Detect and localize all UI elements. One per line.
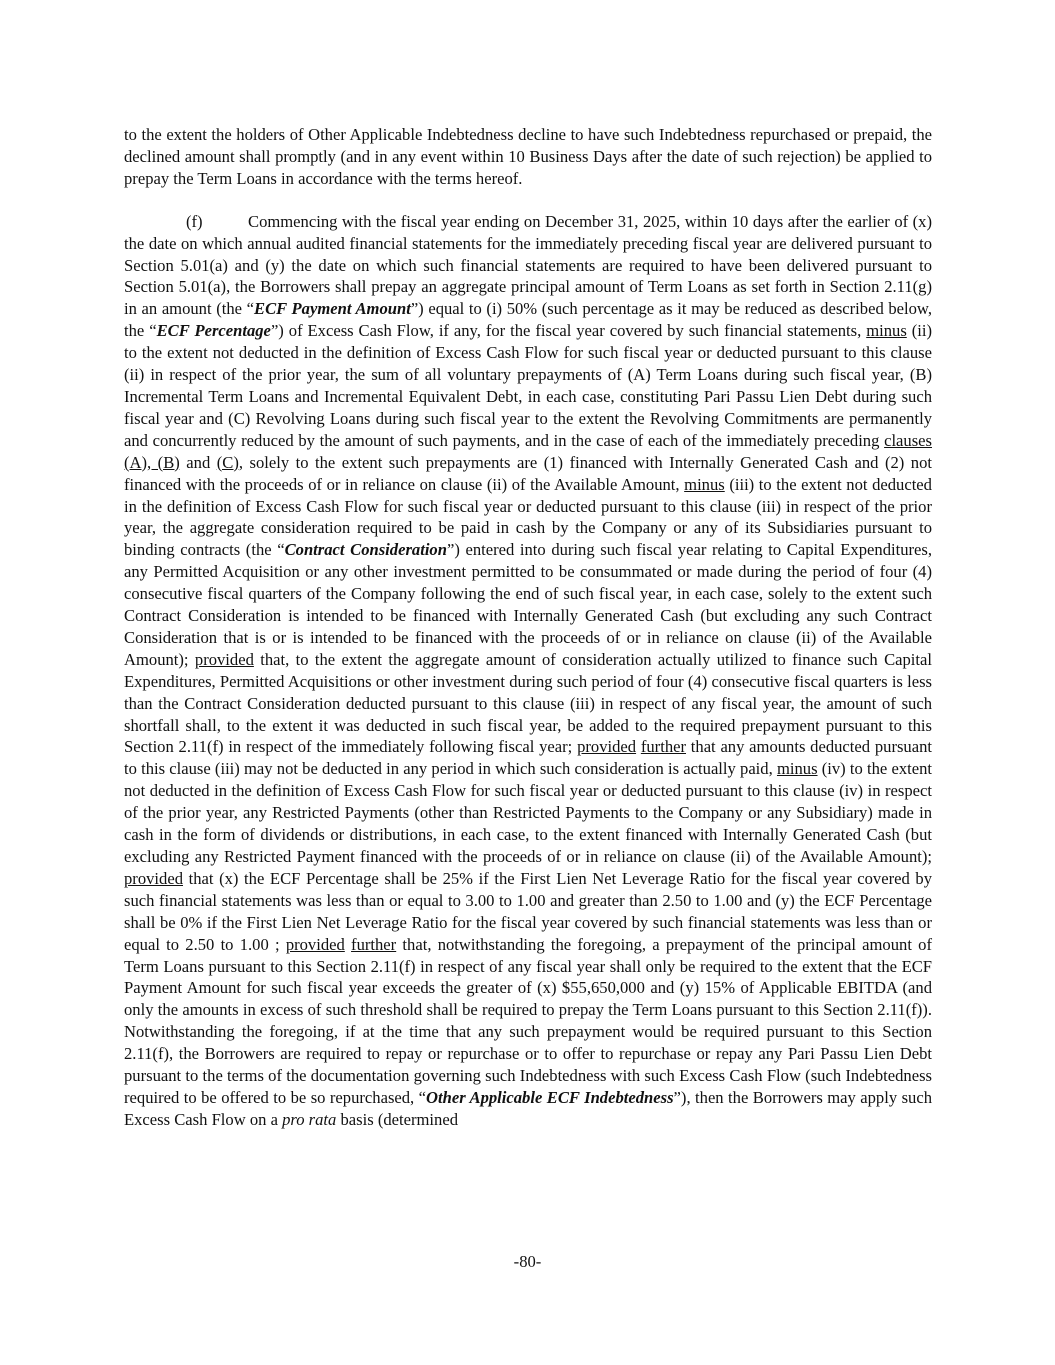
- text-run: (ii) to the extent not deducted in the definition of Excess Cash Flow for such fiscal year or deducted pursuant to this clause (ii) in respect of the prior year, the sum of all voluntary prepayments of (A) Term Loans during such fiscal year, (B) Incremental Term Loans and Incremental Equivalent Debt, in each case, constituting Pari Passu Lien Debt during such fiscal year and (C) Revolving Loans during such fiscal year to the extent the Revolving Commitments are permanently and concurrently reduced by the amount of such payments, and in the case of each of the immediately preceding: [124, 321, 932, 450]
- text-run: basis (determined: [336, 1109, 458, 1129]
- underlined-term: further: [640, 737, 687, 757]
- defined-term: ECF Payment Amount: [254, 299, 411, 319]
- text-run: (iv) to the extent not deducted in the definition of Excess Cash Flow for such fiscal year or deducted pursuant to this clause (iv) in respect of the prior year, any Restricted Payments (other than Restricted Payments to the Company or any Subsidiary) made in cash in the form of dividends or distributions, in each case, to the extent financed with Internally Generated Cash (but excluding any Restricted Payment financed with the proceeds of or in reliance on clause (ii) of the Available Amount);: [124, 759, 933, 866]
- defined-term: Contract Consideration: [284, 540, 447, 560]
- defined-term: ECF Percentage: [156, 321, 271, 341]
- italic-term: pro rata: [282, 1109, 337, 1129]
- clause-label: (f): [186, 211, 203, 231]
- text-run: that (x) the ECF Percentage shall be 25% if the First Lien Net Leverage Ratio for the fiscal year covered by such financial statements was less than or equal to 3.00 to 1.00 and greater than 2.50 to 1.00 and (y) the ECF Percentage shall be 0% if the First Lien Net Leverage Ratio for the fiscal year covered by such financial statements was less than or equal to 2.50 to 1.00 ;: [124, 868, 932, 954]
- underlined-term: (C): [216, 452, 239, 472]
- paragraph-continuation: to the extent the holders of Other Applicable Indebtedness decline to have such Indebtedness repurchased or prepaid, the declined amount shall promptly (and in any event within 10 Business Days after the date of such rejection) be applied to prepay the Term Loans in accordance with the terms hereof.: [124, 125, 932, 188]
- text-run: Commencing with the fiscal year ending on December 31, 2025, within 10 days after the earlier of (x) the date on which annual audited financial statements for the immediately preceding fiscal year are delivered pursuant to Section 5.01(a) and (y) the date on which such financial statements are required to have been delivered pursuant to Section 5.01(a), the Borrowers shall prepay an aggregate principal amount of Term Loans as set forth in Section 2.11(g) in an amount (the “: [124, 211, 932, 319]
- document-body: [124, 124, 932, 1131]
- text-run: that any amounts deducted pursuant to this clause (iii) may not be deducted in any period in which such consideration is actually paid,: [124, 737, 932, 779]
- underlined-term: provided: [194, 649, 254, 669]
- paragraph-section-2-11-f: [124, 211, 932, 1131]
- underlined-term: provided: [285, 934, 345, 954]
- defined-term: Other Applicable ECF Indebtedness: [426, 1087, 674, 1107]
- text-run: , solely to the extent such prepayments are (1) financed with Internally Generated Cash and (2) not financed with the proceeds of or in reliance on clause (ii) of the Available Amount,: [124, 452, 932, 494]
- text-run: that, to the extent the aggregate amount of consideration actually utilized to finance such Capital Expenditures, Permitted Acquisitions or other investment during such period of four (4) consecutive fiscal quarters is less than the Contract Consideration deducted pursuant to this clause (iii) in respect of any fiscal year, the amount of such shortfall shall, to the extent it was deducted in such fiscal year, be added to the required prepayment pursuant to this Section 2.11(f) in respect of the immediately following fiscal year;: [124, 649, 932, 757]
- underlined-term: provided: [577, 737, 637, 757]
- page-number: -80-: [513, 1252, 542, 1271]
- text-run: (iii) to the extent not deducted in the definition of Excess Cash Flow for such fiscal year or deducted pursuant to this clause (iii) in respect of the prior year, the aggregate consideration required to be paid in cash by the Company or any of its Subsidiaries pursuant to binding contracts (the “: [124, 474, 932, 560]
- underlined-term: provided: [124, 868, 183, 888]
- underlined-term: clauses (A), (B): [124, 430, 932, 472]
- text-run: ”) equal to (i) 50% (such percentage as it may be reduced as described below, the “: [124, 299, 932, 341]
- underlined-term: minus: [684, 474, 725, 494]
- text-run: ”), then the Borrowers may apply such Excess Cash Flow on a: [124, 1087, 933, 1129]
- text-run: that, notwithstanding the foregoing, a prepayment of the principal amount of Term Loans pursuant to this Section 2.11(f) in respect of any fiscal year shall only be required to the extent that the ECF Payment Amount for such fiscal year exceeds the greater of (x) $55,650,000 and (y) 15% of Applicable EBITDA (and only the amounts in excess of such threshold shall be required to prepay the Term Loans pursuant to this Section 2.11(f)). Notwithstanding the foregoing, if at the time that any such prepayment would be required pursuant to this Section 2.11(f), the Borrowers are required to repay or repurchase or to offer to repurchase or repay any Pari Passu Lien Debt pursuant to the terms of the documentation governing such Indebtedness with such Excess Cash Flow (such Indebtedness required to be offered to be so repurchased, “: [124, 934, 932, 1107]
- underlined-term: further: [351, 934, 397, 954]
- text-run: and: [179, 452, 217, 472]
- underlined-term: minus: [776, 759, 818, 779]
- text-run: ”) entered into during such fiscal year relating to Capital Expenditures, any Permitted Acquisition or any other investment permitted to be consummated or made during the period of four (4) consecutive fiscal quarters of the Company following the end of such fiscal year, in each case, solely to the extent such Contract Consideration is intended to be financed with Internally Generated Cash (but excluding any such Contract Consideration that is or is intended to be financed with the proceeds of or in reliance on clause (ii) of the Available Amount);: [124, 540, 933, 669]
- underlined-term: minus: [866, 321, 907, 341]
- text-run: ”) of Excess Cash Flow, if any, for the fiscal year covered by such financial statements,: [270, 321, 867, 341]
